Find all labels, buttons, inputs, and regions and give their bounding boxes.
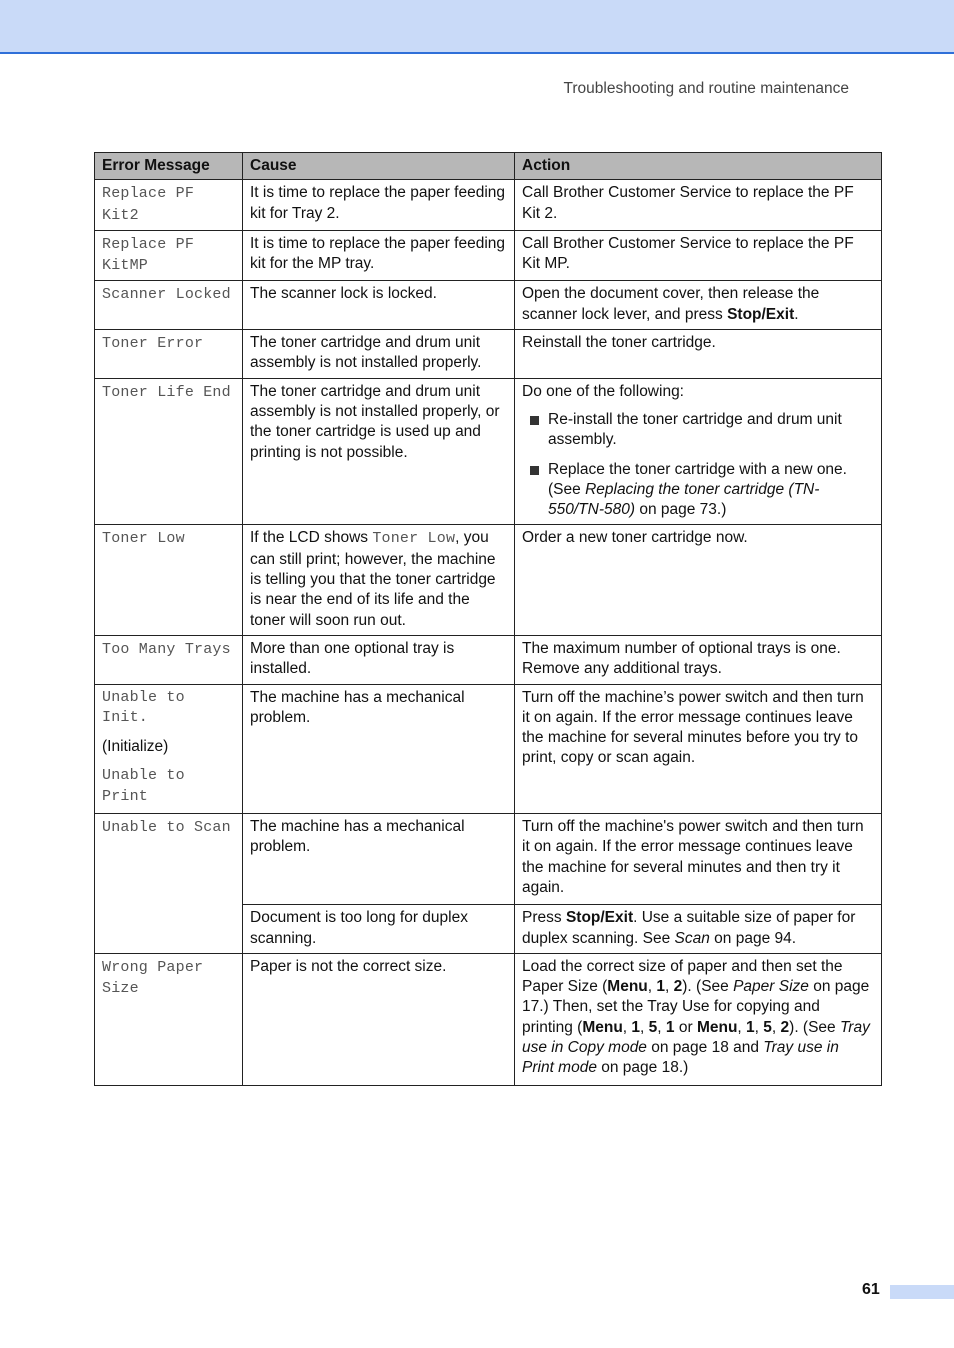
error-message: Unable to Init. (102, 688, 185, 726)
lcd-message: Toner Low (372, 530, 456, 548)
error-cell (95, 230, 243, 281)
cause-cell: Paper is not the correct size. (243, 953, 515, 1085)
error-message: Replace PF KitMP (102, 235, 195, 275)
cross-reference: Replacing the toner cartridge (TN-550/TN-580) (548, 480, 820, 519)
column-header-error: Error Message (95, 153, 243, 180)
error-note: (Initialize) (102, 738, 169, 756)
action-cell: The maximum number of optional trays is one. Remove any additional trays. (515, 635, 882, 684)
action-cell: Reinstall the toner cartridge. (515, 330, 882, 379)
cause-cell: The machine has a mechanical problem. (243, 684, 515, 813)
cause-cell: The toner cartridge and drum unit assembly is not installed properly, or the toner cartridge is used up and printing is not possible. (243, 378, 515, 525)
error-message: Toner Low (102, 530, 185, 548)
table-row (95, 635, 882, 684)
square-bullet-icon (530, 466, 539, 475)
action-text: . (794, 305, 799, 323)
action-cell: Call Brother Customer Service to replace the PF Kit MP. (515, 230, 882, 281)
action-cell (515, 378, 882, 525)
table-row (95, 378, 882, 525)
action-cell: Order a new toner cartridge now. (515, 525, 882, 635)
action-cell: Turn off the machine's power switch and then turn it on again. If the error message continues leave the machine for several minutes and then try it again. (515, 814, 882, 905)
cause-cell: Document is too long for duplex scanning. (243, 905, 515, 954)
list-item: Re-install the toner cartridge and drum unit assembly. (522, 410, 874, 451)
cause-cell: The machine has a mechanical problem. (243, 814, 515, 905)
table-row (95, 953, 882, 1085)
cause-cell: It is time to replace the paper feeding kit for Tray 2. (243, 180, 515, 231)
error-message: Unable to Scan (102, 819, 231, 837)
error-cell (95, 953, 243, 1085)
error-message: Wrong Paper Size (102, 958, 204, 998)
table-row (95, 330, 882, 379)
cause-cell: If the LCD shows Toner Low, you can still print; however, the machine is telling you that the toner cartridge is near the end of its life and the toner will soon run out. (243, 525, 515, 635)
cross-reference: Tray use in Copy mode (522, 1018, 870, 1056)
error-cell (95, 525, 243, 635)
action-cell: Call Brother Customer Service to replace the PF Kit 2. (515, 180, 882, 231)
cause-cell: The scanner lock is locked. (243, 281, 515, 330)
column-header-cause: Cause (243, 153, 515, 180)
cause-cell: It is time to replace the paper feeding kit for the MP tray. (243, 230, 515, 281)
cross-reference: Tray use in Print mode (522, 1038, 839, 1077)
action-cell: Press Stop/Exit. Use a suitable size of paper for duplex scanning. See Scan on page 94. (515, 905, 882, 954)
table-row (95, 230, 882, 281)
table-row (95, 525, 882, 635)
table-header-row (95, 153, 882, 180)
table-row (95, 180, 882, 231)
error-cell (95, 814, 243, 954)
cross-reference: Scan (674, 929, 710, 947)
cause-cell: The toner cartridge and drum unit assembly is not installed properly. (243, 330, 515, 379)
error-message: Scanner Locked (102, 286, 231, 304)
error-cell (95, 684, 243, 813)
action-text: Open the document cover, then release the scanner lock lever, and press (522, 285, 820, 323)
table-row (95, 814, 882, 905)
action-cell (515, 281, 882, 330)
running-title: Troubleshooting and routine maintenance (563, 80, 849, 97)
error-cell (95, 330, 243, 379)
error-cell (95, 281, 243, 330)
error-message: Replace PF Kit2 (102, 185, 195, 224)
page-tab-marker (890, 1285, 954, 1299)
page-number: 61 (862, 1281, 880, 1298)
error-message: Toner Error (102, 335, 204, 353)
table-row (95, 281, 882, 330)
error-cell (95, 635, 243, 684)
error-message: Unable to Print (102, 767, 185, 805)
action-intro: Do one of the following: (522, 382, 684, 400)
square-bullet-icon (530, 416, 539, 425)
error-message: Too Many Trays (102, 640, 231, 658)
cross-reference: Paper Size (733, 978, 809, 996)
error-cell (95, 180, 243, 231)
stop-exit-key: Stop/Exit (565, 909, 634, 927)
action-cell: Load the correct size of paper and then set the Paper Size (Menu, 1, 2). (See Paper Size on page 17.) Then, set the Tray Use for copying and printing (Menu, 1, 5, 1 or Menu, 1, 5, 2). (See Tray use in Copy mode on page 18 and Tray use in Print mode on page 18.) (515, 953, 882, 1085)
table-row (95, 684, 882, 813)
header-band (0, 0, 954, 54)
column-header-action: Action (515, 153, 882, 180)
list-item: Replace the toner cartridge with a new one. (See Replacing the toner cartridge (TN-550/TN-580) on page 73.) (522, 460, 874, 521)
action-bullet-list (522, 410, 874, 520)
error-cell (95, 378, 243, 525)
error-message-table (94, 152, 882, 1086)
action-cell: Turn off the machine’s power switch and then turn it on again. If the error message continues leave the machine for several minutes before you try to print, copy or scan again. (515, 684, 882, 813)
error-message: Toner Life End (102, 383, 231, 401)
cause-cell: More than one optional tray is installed. (243, 635, 515, 684)
stop-exit-key: Stop/Exit (727, 305, 795, 323)
